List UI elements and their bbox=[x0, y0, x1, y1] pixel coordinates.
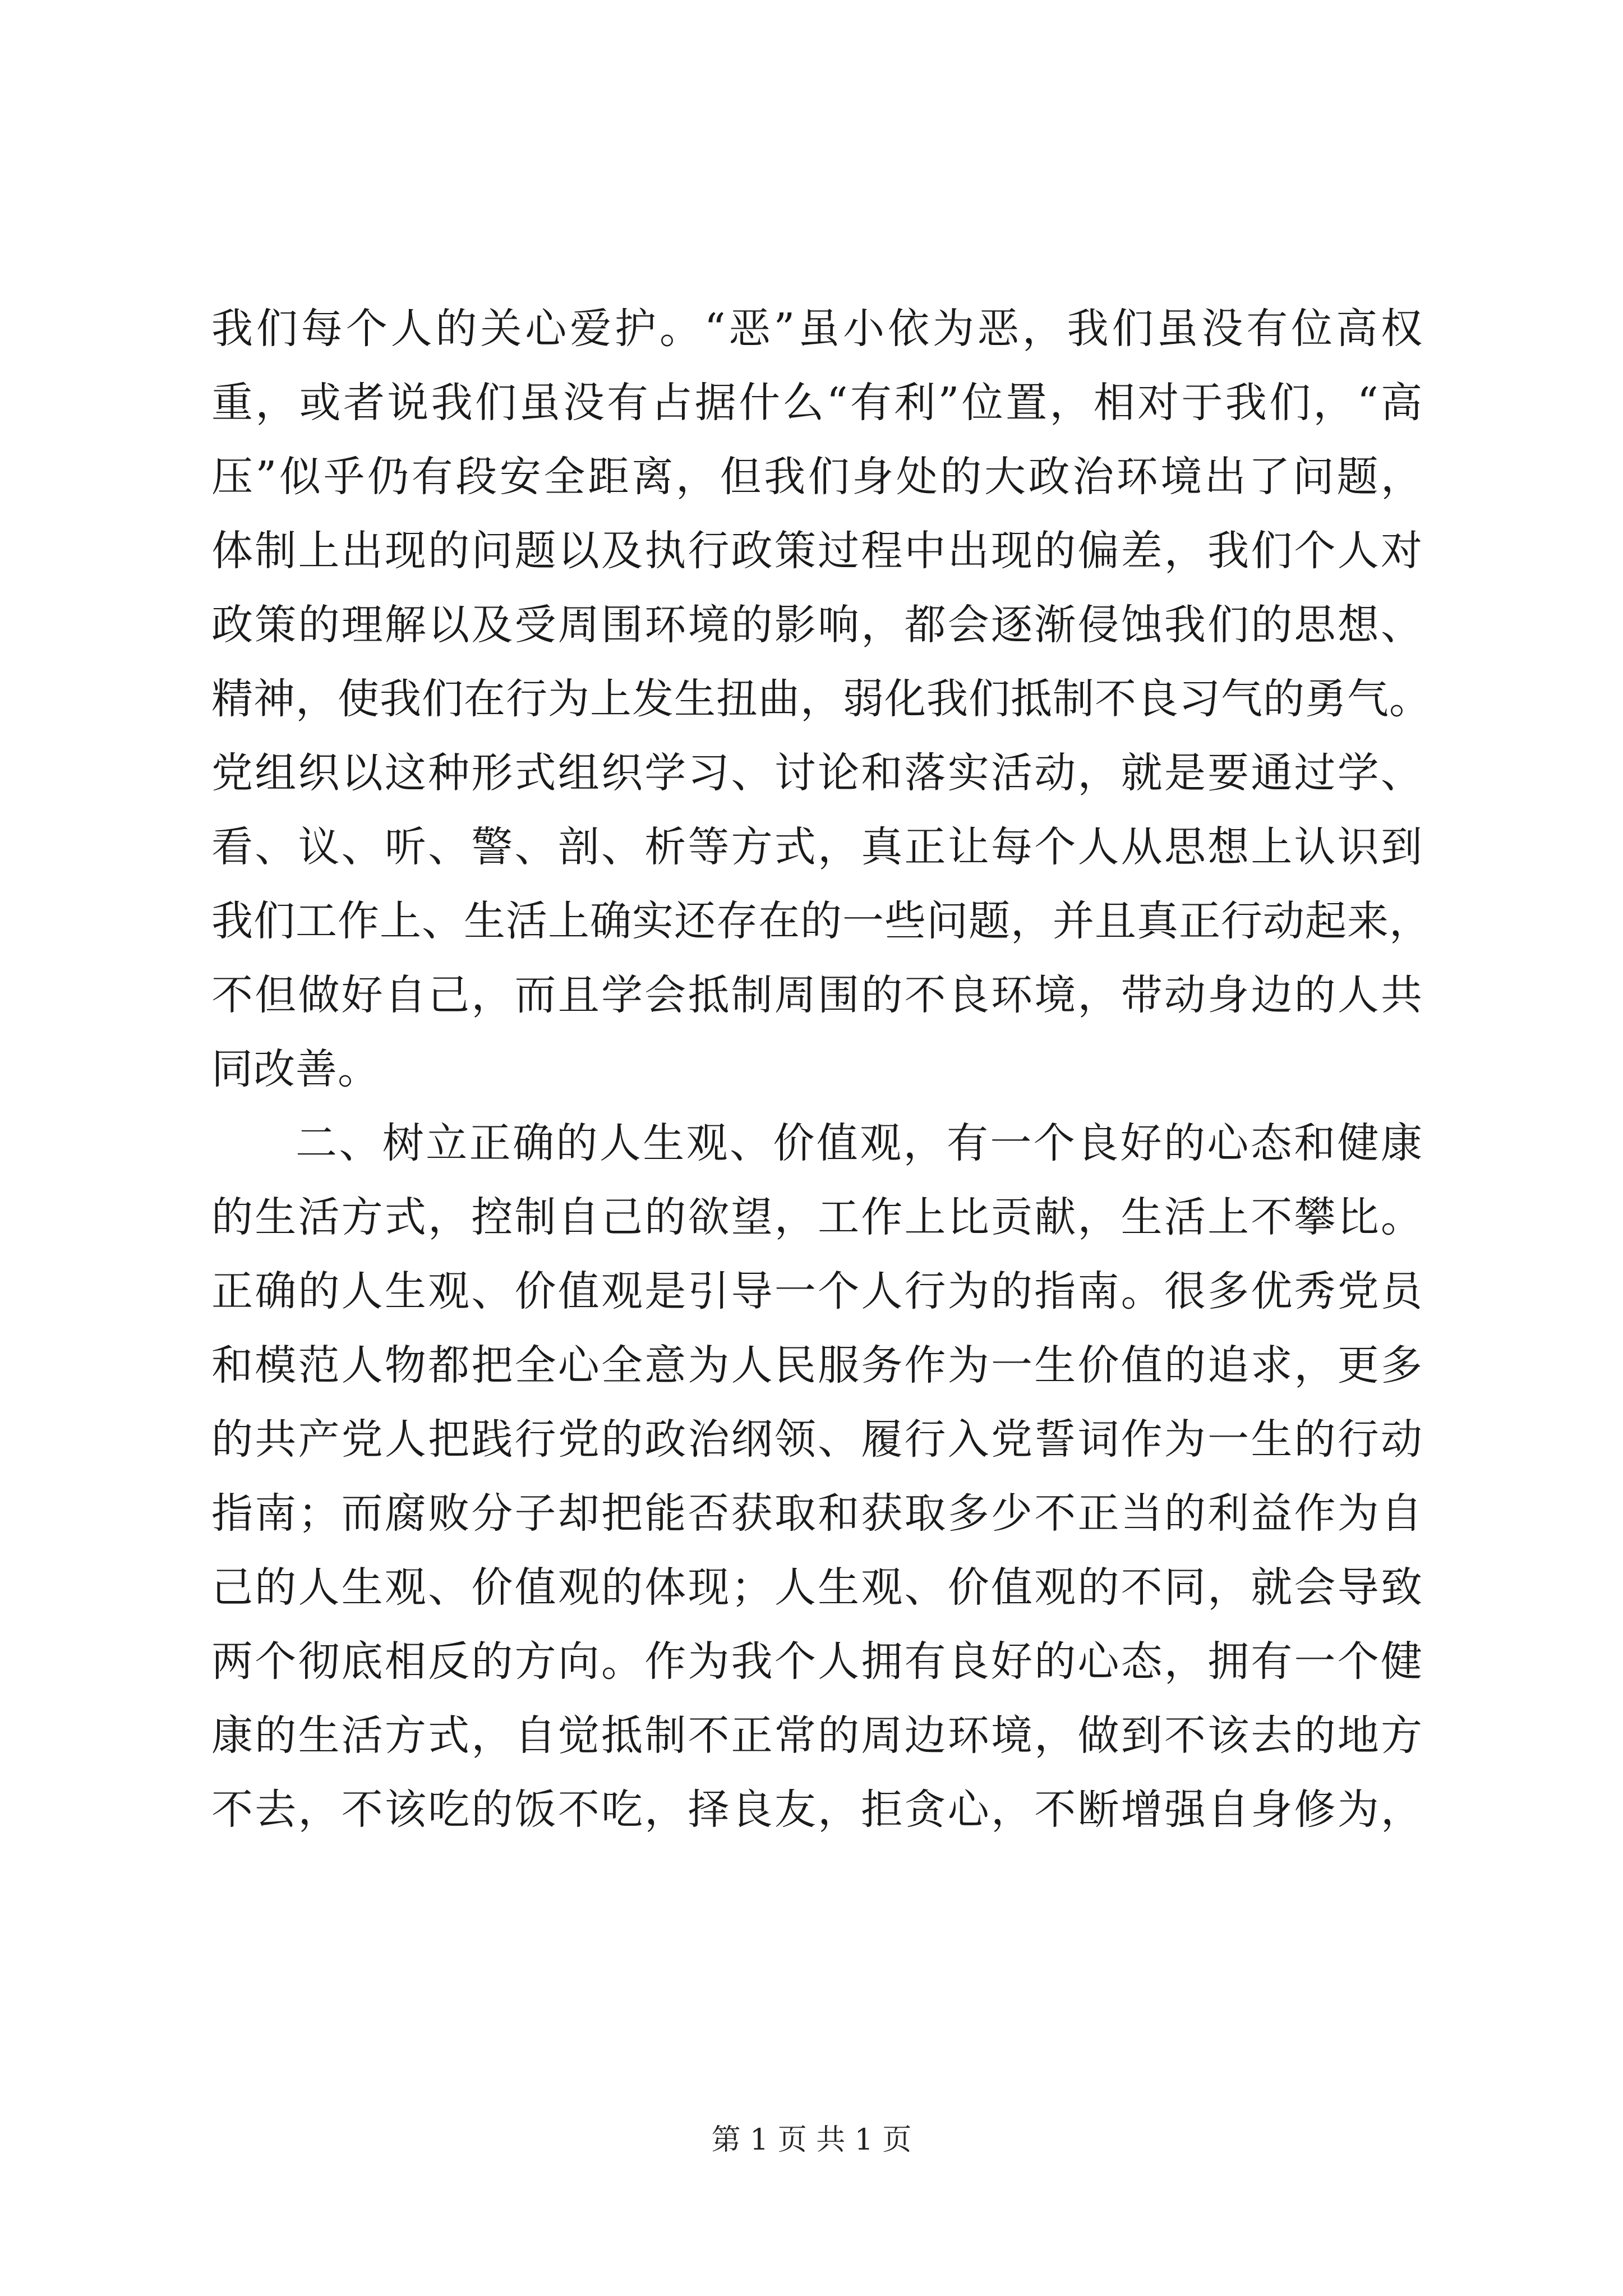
text-line: 重，或者说我们虽没有占据什么“有利”位置，相对于我们，“高 bbox=[211, 379, 1423, 427]
text-line: 和模范人物都把全心全意为人民服务作为一生价值的追求，更多 bbox=[211, 1341, 1423, 1389]
text-line: 康的生活方式，自觉抵制不正常的周边环境，做到不该去的地方 bbox=[211, 1711, 1423, 1760]
text-line: 不但做好自己，而且学会抵制周围的不良环境，带动身边的人共 bbox=[211, 971, 1423, 1019]
text-line: 精神，使我们在行为上发生扭曲，弱化我们抵制不良习气的勇气。 bbox=[211, 675, 1431, 723]
page-footer: 第 1 页 共 1 页 bbox=[711, 2123, 912, 2157]
text-line: 的共产党人把践行党的政治纲领、履行入党誓词作为一生的行动 bbox=[211, 1415, 1423, 1464]
text-line: 己的人生观、价值观的体现；人生观、价值观的不同，就会导致 bbox=[211, 1563, 1423, 1612]
text-line: 的生活方式，控制自己的欲望，工作上比贡献，生活上不攀比。 bbox=[211, 1193, 1423, 1241]
text-line: 压”似乎仍有段安全距离，但我们身处的大政治环境出了问题， bbox=[211, 453, 1423, 501]
text-line: 正确的人生观、价值观是引导一个人行为的指南。很多优秀党员 bbox=[211, 1267, 1423, 1315]
text-line: 党组织以这种形式组织学习、讨论和落实活动，就是要通过学、 bbox=[211, 749, 1423, 797]
text-line: 看、议、听、警、剖、析等方式，真正让每个人从思想上认识到 bbox=[211, 823, 1423, 871]
text-line: 同改善。 bbox=[211, 1045, 380, 1093]
text-line: 指南；而腐败分子却把能否获取和获取多少不正当的利益作为自 bbox=[211, 1489, 1423, 1538]
text-line: 不去，不该吃的饭不吃，择良友，拒贪心，不断增强自身修为， bbox=[211, 1786, 1423, 1834]
text-line: 我们工作上、生活上确实还存在的一些问题，并且真正行动起来， bbox=[211, 897, 1431, 945]
text-line: 两个彻底相反的方向。作为我个人拥有良好的心态，拥有一个健 bbox=[211, 1637, 1423, 1686]
text-line: 政策的理解以及受周围环境的影响，都会逐渐侵蚀我们的思想、 bbox=[211, 601, 1423, 649]
text-line: 体制上出现的问题以及执行政策过程中出现的偏差，我们个人对 bbox=[211, 527, 1423, 575]
section-heading-line: 二、树立正确的人生观、价值观，有一个良好的心态和健康 bbox=[296, 1119, 1423, 1167]
body-text bbox=[211, 292, 1431, 1847]
text-line: 我们每个人的关心爱护。“恶”虽小依为恶，我们虽没有位高权 bbox=[211, 305, 1423, 353]
